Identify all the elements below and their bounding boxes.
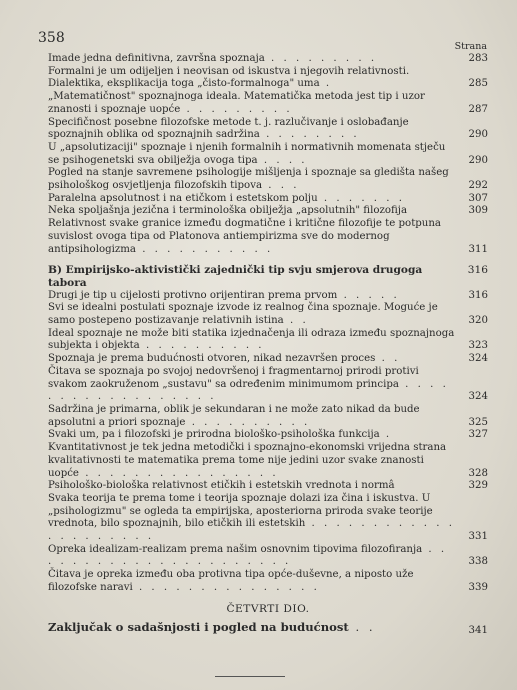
toc-entry-page: 309: [468, 205, 488, 217]
toc-entry-page: 285: [468, 78, 488, 90]
leader-dots: . . . . . . . . . . . . . . .: [132, 581, 320, 593]
toc-entry-page: 339: [468, 581, 488, 593]
toc-entry: [48, 53, 488, 66]
leader-dots: . . . . .: [337, 289, 400, 301]
toc-entry-page: 287: [468, 103, 488, 115]
leader-dots: . .: [348, 620, 376, 635]
toc-entry-text: Neka spoljašnja jezična i terminološka obilježja „apsolutnih" filozofija: [48, 205, 408, 217]
section-b-page: 316: [467, 264, 488, 277]
toc-entry: [48, 442, 488, 480]
toc-entry-page: 283: [468, 53, 488, 64]
toc-entry-page: 331: [468, 531, 488, 543]
toc-entry: [48, 66, 488, 91]
leader-dots: . . . . . . . . . . . . . . . . . .: [48, 378, 449, 403]
toc-entry-text: Psihološko-biološka relativnost etičkih i estetskih vrednota i normâ: [48, 480, 395, 492]
toc-entry: [48, 91, 488, 116]
toc-entry-text: Svaka teorija te prema tome i teorija spoznaje dolazi iza čina i iskustva. U „psihologizmu" se ogleda ta empirijska, aposteriorna priroda svake teorije vrednota, bilo spoznajnih, bilo etičkih ili estetskih: [48, 492, 436, 530]
toc-entry-text: Specifičnost posebne filozofske metode t. j. razlučivanje i oslobađanje spoznajnih oblika od spoznajnih sadržina: [48, 116, 412, 141]
leader-dots: . . . . . . . . . . . . . . . . . . . . .: [48, 518, 455, 543]
toc-entry: [48, 218, 488, 256]
leader-dots: .: [379, 429, 393, 441]
toc-entry-page: 325: [468, 416, 488, 428]
toc-entry-text: Pogled na stanje savremene psihologije mišljenja i spoznaje sa gledišta našeg psihološkog osvjetljenja filozofskih tipova: [48, 167, 453, 192]
toc-entry-page: 320: [468, 315, 488, 327]
toc-entry-page: 311: [468, 243, 488, 255]
toc-entry: [48, 480, 488, 493]
toc-list-a: [48, 53, 488, 256]
toc-entry-page: 316: [468, 289, 488, 301]
leader-dots: . . . . . . . . .: [264, 53, 378, 64]
page-number: 358: [38, 30, 65, 46]
toc-entry: [48, 366, 488, 404]
leader-dots: . . . . . . . . . .: [185, 416, 311, 428]
toc-entry-page: 290: [468, 154, 488, 166]
toc-entry-text: Kvantitativnost je tek jedna metodički i spoznajno-ekonomski vrijedna strana kvalitativnosti te matematika prema tome nije jedini uzor svake znanosti uopće: [48, 442, 450, 479]
toc-entry-page: 307: [468, 192, 488, 204]
toc-entry: [48, 117, 488, 142]
toc-entry: [48, 167, 488, 192]
toc-entry-text: Svaki um, pa i filozofski je prirodna biološko-psihološka funkcija: [48, 429, 380, 441]
page-column-heading: Strana: [454, 41, 487, 52]
part-title-entry: [48, 620, 488, 637]
toc-entry-text: Spoznaja je prema budućnosti otvoren, nikad nezavršen proces: [48, 353, 376, 365]
toc-entry-text: Sadržina je primarna, oblik je sekundaran i ne može zato nikad da bude apsolutni a priori spoznaje: [48, 403, 423, 428]
toc-entry-text: Ideal spoznaje ne može biti statika izjednačenja ili odraza između spoznajnoga subjekta i objekta: [48, 327, 458, 352]
toc-entry-text: Paralelna apsolutnost i na etičkom i estetskom polju: [48, 192, 318, 204]
toc-entry: [48, 328, 488, 353]
toc-entry-text: Čitava je opreka između oba protivna tipa opće-duševne, a niposto uže filozofske naravi: [48, 569, 417, 593]
toc-entry: [48, 193, 488, 206]
toc-entry-text: „Matematičnost" spoznajnoga ideala. Matematička metoda jest tip i uzor znanosti i spoznaje uopće: [48, 91, 429, 115]
toc-entry-page: 338: [468, 556, 488, 568]
toc-entry-page: 324: [468, 391, 488, 403]
toc-entry-page: 327: [468, 429, 488, 441]
toc-entry-page: 324: [468, 353, 488, 365]
toc-entry-page: 329: [468, 480, 488, 492]
table-of-contents: [48, 53, 488, 637]
leader-dots: . . . . . . . .: [259, 129, 360, 141]
leader-dots: . .: [283, 315, 309, 327]
leader-dots: . . . . . . . . .: [180, 103, 293, 115]
leader-dots: . . . . . . . . . . . . . . . .: [78, 467, 279, 479]
toc-entry-page: 292: [468, 180, 488, 192]
leader-dots: . . . . . . .: [317, 192, 405, 204]
leader-dots: . . . . . . . . . .: [139, 340, 265, 352]
toc-entry: [48, 205, 488, 218]
toc-entry: [48, 544, 488, 569]
bottom-rule: [215, 676, 285, 677]
toc-entry: [48, 493, 488, 544]
part-page: 341: [468, 625, 488, 637]
leader-dots: . . . . . . . . . . . . . . . . . . . . . .: [48, 543, 448, 568]
part-heading: ČETVRTI DIO.: [226, 602, 310, 615]
toc-entry-page: 290: [468, 129, 488, 141]
toc-entry-page: 323: [468, 340, 488, 352]
leader-dots: . . . .: [257, 154, 308, 166]
section-b-heading: [48, 264, 488, 289]
section-b-title: B) Empirijsko-aktivistički zajednički tip svju smjerova drugoga tabora: [48, 264, 423, 289]
toc-entry: [48, 569, 488, 594]
toc-entry: [48, 142, 488, 167]
toc-list-b: [48, 290, 488, 595]
leader-dots: .: [319, 78, 333, 90]
toc-entry-text: Formalni je um odijeljen i neovisan od iskustva i njegovih relativnosti. Dialektika, eksplikacija toga „čisto-formalnoga" uma: [48, 65, 413, 90]
toc-entry: [48, 429, 488, 442]
toc-entry: [48, 290, 488, 303]
leader-dots: . . .: [262, 180, 300, 192]
toc-entry-text: Svi se idealni postulati spoznaje izvode iz realnog čina spoznaje. Moguće je samo postepeno postizavanje relativnih istina: [48, 302, 441, 327]
toc-entry-text: Opreka idealizam-realizam prema našim osnovnim tipovima filozofiranja: [48, 543, 423, 555]
toc-entry-text: Relativnost svake granice između dogmatične i kritične filozofije te potpuna suvislost ovoga tipa od Platonova antiempirizma sve do modernog antipsihologizma: [48, 218, 445, 255]
toc-entry: [48, 404, 488, 429]
leader-dots: . .: [375, 353, 401, 365]
toc-entry-text: Drugi je tip u cijelosti protivno orijentiran prema prvom: [48, 289, 338, 301]
toc-entry: [48, 353, 488, 366]
part-title: Zaključak o sadašnjosti i pogled na budućnost: [48, 620, 349, 635]
toc-entry: [48, 302, 488, 327]
toc-entry-text: Imade jedna definitivna, završna spoznaja: [48, 53, 265, 64]
toc-entry-text: Čitava se spoznaja po svojoj nedovršenoj i fragmentarnoj prirodi protivi svakom zaokruženom „sustavu" sa određenim minimumom principa: [48, 365, 422, 390]
leader-dots: . . . . . . . . . . .: [135, 243, 274, 255]
toc-entry-text: U „apsolutizaciji" spoznaje i njenih formalnih i normativnih momenata stječu se psihogenetski sva obilježja ovoga tipa: [48, 141, 449, 166]
toc-entry-page: 328: [468, 467, 488, 479]
